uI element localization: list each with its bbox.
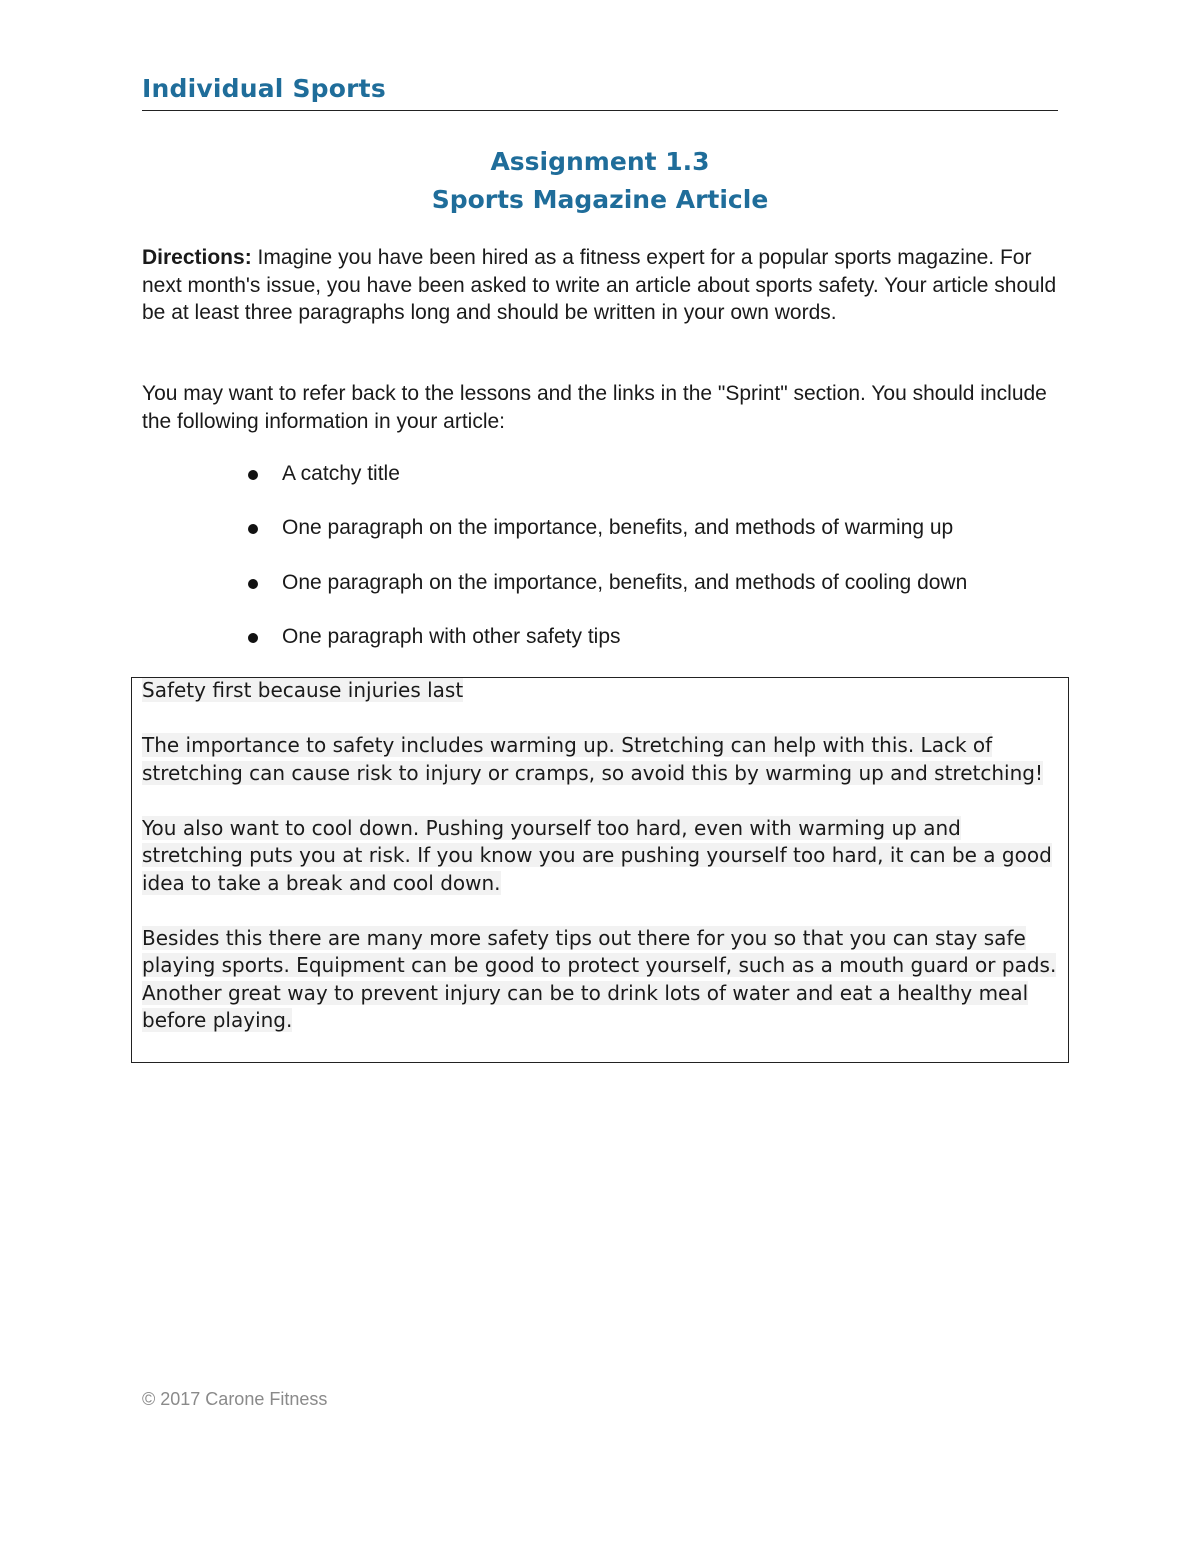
assignment-title: Sports Magazine Article bbox=[431, 185, 769, 214]
article-title: Safety first because injuries last bbox=[142, 678, 464, 702]
directions-text: Imagine you have been hired as a fitness expert for a popular sports magazine. For next month's issue, you have been asked to write an article about sports safety. Your article should be at least three paragraphs long and should be written in your own words. bbox=[142, 246, 1057, 324]
bullet-icon bbox=[248, 633, 258, 643]
header-divider bbox=[142, 110, 1058, 111]
list-item-text: One paragraph on the importance, benefits, and methods of warming up bbox=[282, 516, 954, 539]
list-item-text: One paragraph with other safety tips bbox=[282, 625, 621, 648]
bullet-icon bbox=[248, 470, 258, 480]
directions-paragraph bbox=[142, 244, 1062, 327]
list-item-text: A catchy title bbox=[282, 462, 400, 485]
list-item-text: One paragraph on the importance, benefits, and methods of cooling down bbox=[282, 571, 968, 594]
bullet-icon bbox=[248, 579, 258, 589]
course-title: Individual Sports bbox=[142, 74, 386, 103]
bullet-icon bbox=[248, 524, 258, 534]
intro-paragraph: You may want to refer back to the lessons and the links in the "Sprint" section. You should include the following information in your article: bbox=[142, 382, 1047, 433]
footer-copyright: © 2017 Carone Fitness bbox=[142, 1389, 328, 1409]
assignment-number: Assignment 1.3 bbox=[490, 147, 710, 176]
student-article bbox=[142, 677, 1057, 1035]
article-paragraph-safety: Besides this there are many more safety tips out there for you so that you can stay safe playing sports. Equipment can be good to protect yourself, such as a mouth guard or pads. Another great way to prevent injury can be to drink lots of water and eat a healthy meal before playing. bbox=[142, 925, 1057, 1032]
article-paragraph-cooldown: You also want to cool down. Pushing yourself too hard, even with warming up and stretching puts you at risk. If you know you are pushing yourself too hard, it can be a good idea to take a break and cool down. bbox=[142, 815, 1052, 895]
directions-label: Directions: bbox=[142, 246, 252, 269]
article-paragraph-warmup: The importance to safety includes warming up. Stretching can help with this. Lack of stretching can cause risk to injury or cramps, so avoid this by warming up and stretching! bbox=[142, 733, 1043, 785]
assignment-heading bbox=[0, 143, 1200, 219]
